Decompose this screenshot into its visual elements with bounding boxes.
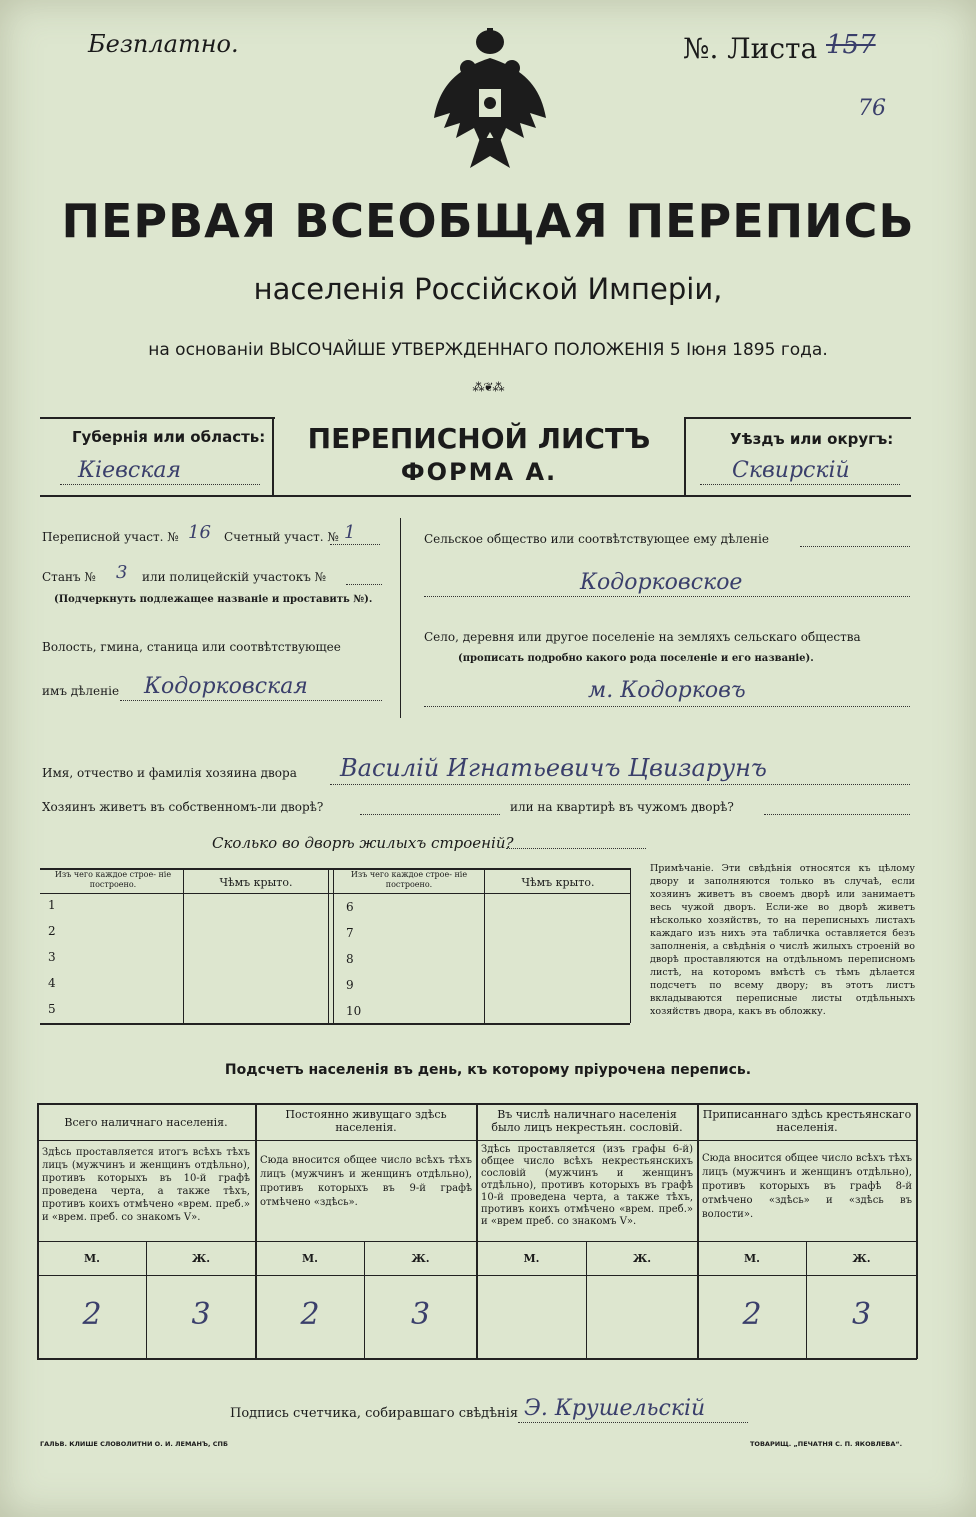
ct-f-1: Ж. [191, 1252, 211, 1265]
center-divider [400, 518, 401, 718]
ct-v2 [476, 1103, 478, 1359]
bt-col2-left: Чѣмъ крыто. [219, 876, 293, 889]
camp-label: Станъ № [42, 570, 96, 584]
buildings-question: Сколько во дворѣ жилыхъ строеній? [212, 834, 514, 852]
police-label: или полицейскій участокъ № [142, 570, 327, 584]
owner-or-label: или на квартирѣ въ чужомъ дворѣ? [510, 800, 734, 814]
ct-desc-2: Сюда вносится общее число всѣхъ тѣхъ лицъ (мужчинъ и женщинъ отдѣльно), противъ которыхъ въ 9-й графѣ отмѣчено «здѣсь». [260, 1155, 472, 1208]
box-line-bottom [40, 495, 911, 497]
ct-head-2: Постоянно живущаго здѣсь населенія. [285, 1108, 447, 1134]
owner-or-underline [764, 814, 910, 815]
ornament-divider: ⁂❦⁂ [472, 380, 504, 394]
ct-m-4: М. [743, 1252, 760, 1265]
community-label: Сельское общество или соотвѣтствующее ему дѣленіе [424, 532, 769, 546]
bt-row-10: 10 [346, 1004, 362, 1018]
bt-v1 [183, 868, 184, 1023]
form-title: ПЕРЕПИСНОЙ ЛИСТЪ [307, 422, 651, 455]
community-underline-2 [424, 596, 910, 597]
count-title: Подсчетъ населенія въ день, къ которому пріурочена перепись. [224, 1062, 752, 1078]
ct-val-4: 3 [410, 1297, 431, 1332]
police-underline [346, 584, 382, 585]
bt-bottom [40, 1023, 630, 1025]
village-label: Село, деревня или другое поселеніе на земляхъ сельскаго общества [424, 630, 861, 644]
bt-row-1: 1 [48, 898, 56, 912]
box-line-top-left [40, 417, 275, 419]
ct-head-3: Въ числѣ наличнаго населенія было лицъ некрестьян. сословій. [491, 1108, 683, 1134]
box-divider-right [684, 417, 686, 496]
bt-double-line [328, 868, 334, 1023]
page-title: ПЕРВАЯ ВСЕОБЩАЯ ПЕРЕПИСЬ [61, 194, 915, 248]
sheet-number-old: 157 [826, 30, 876, 60]
province-underline [60, 484, 260, 485]
district-label: Уѣздъ или округъ: [730, 430, 894, 448]
province-value: Кіевская [78, 458, 182, 483]
count-area-label: Счетный участ. № [224, 530, 339, 544]
volost-label: Волость, гмина, станица или соотвѣтствующее [42, 640, 341, 654]
ct-m-1: М. [83, 1252, 100, 1265]
district-value: Сквирскій [732, 458, 850, 483]
underline-note: (Подчеркнуть подлежащее названіе и проставить №). [54, 594, 373, 605]
signature-label: Подпись счетчика, собиравшаго свѣдѣнія [230, 1406, 519, 1421]
bt-col1-left: Изъ чего каждое строе- ніе построено. [54, 870, 172, 889]
bt-row-9: 9 [346, 978, 354, 992]
ct-m-2: М. [301, 1252, 318, 1265]
camp-value: 3 [116, 562, 128, 583]
bt-row-8: 8 [346, 952, 354, 966]
ct-f-4: Ж. [852, 1252, 871, 1265]
bt-head-line [40, 893, 630, 894]
bt-col2-right: Чѣмъ крыто. [521, 876, 595, 889]
district-underline [700, 484, 900, 485]
bt-row-6: 6 [346, 900, 354, 914]
owner-lives-label: Хозяинъ живетъ въ собственномъ-ли дворѣ? [42, 800, 324, 814]
community-value: Кодорковское [580, 570, 743, 595]
province-label: Губернія или область: [72, 428, 266, 446]
imperial-eagle-icon [430, 28, 550, 178]
ct-head-4: Приписаннаго здѣсь крестьянскаго населенія. [702, 1108, 912, 1134]
bt-v2 [484, 868, 485, 1023]
volost-value: Кодорковская [144, 674, 308, 699]
ct-val-2: 3 [191, 1297, 211, 1332]
signature-underline [518, 1422, 748, 1423]
bt-row-4: 4 [48, 976, 56, 990]
owner-name-underline [330, 784, 910, 785]
sheet-number-new: 76 [858, 96, 886, 121]
ct-val-8: 3 [851, 1297, 872, 1332]
volost-label-2: имъ дѣленіе [42, 684, 120, 698]
count-area-value: 1 [344, 522, 356, 543]
footer-right: ТОВАРИЩ. „ПЕЧАТНЯ С. П. ЯКОВЛЕВА“. [750, 1440, 903, 1448]
ct-f-3: Ж. [632, 1252, 652, 1265]
free-label: Безплатно. [88, 30, 239, 58]
bt-row-3: 3 [48, 950, 56, 964]
ct-desc-4: Сюда вносится общее число всѣхъ тѣхъ лицъ (мужчинъ и женщинъ отдѣльно), противъ которыхъ въ графѣ 8-й отмѣчено «здѣсь» и «здѣсь въ волости». [702, 1153, 912, 1220]
village-value: м. Кодорковъ [588, 678, 746, 703]
community-underline-1 [800, 546, 910, 547]
volost-underline [120, 700, 382, 701]
sheet-number-label: №. Листа [683, 32, 818, 65]
bt-col1-right: Изъ чего каждое строе- ніе построено. [350, 870, 468, 889]
ct-m-3: М. [523, 1252, 540, 1265]
ct-desc-3: Здѣсь проставляется (изъ графы 6-й) общее число всѣхъ некрестьянскихъ сословій (мужчинъ и женщинъ отдѣльно), противъ которыхъ въ графѣ 10-й проведена черта, а также тѣхъ, противъ коихъ отмѣчено «врем. преб.» и «врем преб. со знакомъ V». [481, 1144, 693, 1227]
box-line-top-right [685, 417, 911, 419]
signature-value: Э. Крушельскій [524, 1396, 706, 1421]
ct-f-2: Ж. [411, 1252, 430, 1265]
owner-name-label: Имя, отчество и фамилія хозяина двора [42, 766, 297, 780]
bt-v3 [630, 868, 631, 1023]
bt-row-7: 7 [346, 926, 354, 940]
owner-name-value: Василій Игнатьевичъ Цвизарунъ [340, 754, 767, 782]
owner-lives-underline [360, 814, 500, 815]
basis-line: на основаніи ВЫСОЧАЙШЕ УТВЕРЖДЕННАГО ПОЛОЖЕНІЯ 5 Іюня 1895 года. [148, 340, 828, 360]
census-area-value: 16 [188, 522, 211, 543]
box-divider-left [272, 417, 274, 496]
ct-val-3: 2 [300, 1297, 320, 1332]
ct-v4 [916, 1103, 918, 1359]
ct-val-1: 2 [82, 1297, 102, 1332]
bt-row-5: 5 [48, 1002, 56, 1016]
bt-row-2: 2 [48, 924, 56, 938]
village-note: (прописать подробно какого рода поселеніе и его названіе). [458, 653, 814, 664]
village-underline [424, 706, 910, 707]
count-area-underline [330, 544, 380, 545]
form-name: ФОРМА А. [400, 458, 558, 486]
ct-val-7: 2 [742, 1297, 762, 1332]
ct-desc-1: Здѣсь проставляется итогъ всѣхъ тѣхъ лицъ (мужчинъ и женщинъ отдѣльно), противъ которыхъ въ 10-й графѣ проведена черта, а также тѣхъ, противъ коихъ отмѣчено «врем. преб.» и «врем. преб. со знакомъ V». [42, 1147, 250, 1223]
buildings-underline [506, 848, 646, 849]
census-area-label: Переписной участ. № [42, 530, 179, 544]
remark: Примѣчаніе. Эти свѣдѣнія относятся къ цѣлому двору и заполняются только въ случаѣ, если хозяинъ живетъ въ своемъ дворѣ или занимаетъ весь чужой дворъ. Если-же во дворѣ живетъ нѣсколько хозяйствъ, то на переписныхъ листахъ каждаго изъ нихъ эта табличка оставляется безъ заполненія, а свѣдѣнія о числѣ жилыхъ строеній во дворѣ проставляются на отдѣльномъ переписномъ листѣ, на которомъ вмѣстѣ съ тѣмъ дѣлается подсчетъ по всему двору; въ этотъ листъ вкладываются переписные листы отдѣльныхъ хозяйствъ двора, какъ въ обложку. [650, 863, 915, 1017]
ct-head-1: Всего наличнаго населенія. [64, 1116, 228, 1129]
footer-left: ГАЛЬВ. КЛИШЕ СЛОВОЛИТНИ О. И. ЛЕМАНЪ, СПБ [40, 1440, 228, 1448]
page-subtitle: населенія Россійской Имперіи, [253, 272, 723, 306]
